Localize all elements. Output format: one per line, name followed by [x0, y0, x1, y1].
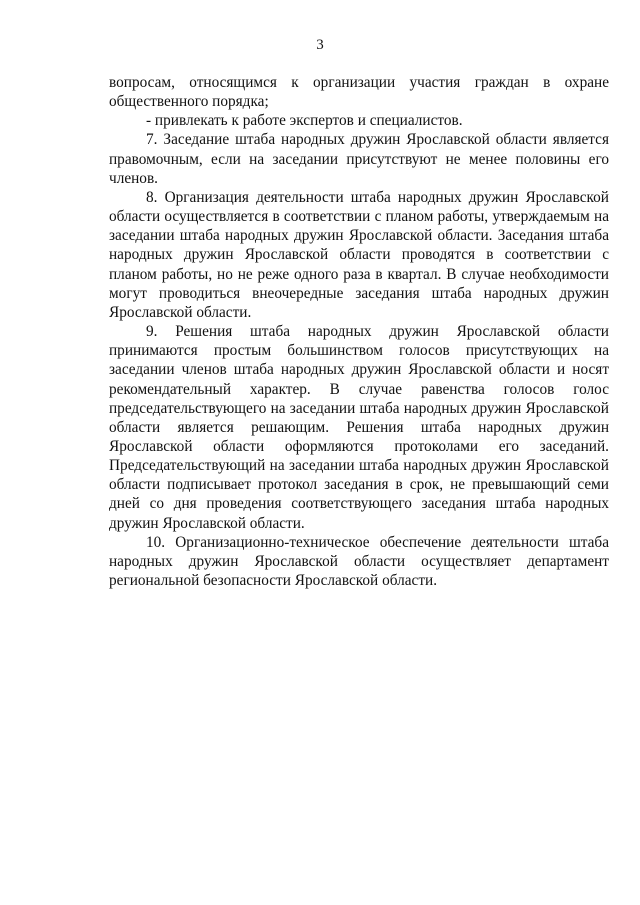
paragraph-item-9: 9. Решения штаба народных дружин Ярославской области принимаются простым большинством голосов присутствующих на заседании членов штаба народных дружин Ярославской области и носят рекомендательный характер. В случае равенства голосов голос председательствующего на заседании штаба народных дружин Ярославской области является решающим. Решения штаба народных дружин Ярославской области оформляются протоколами его заседаний. Председательствующий на заседании штаба народных дружин Ярославской области подписывает протокол заседания в срок, не превышающий семи дней со дня проведения соответствующего заседания штаба народных дружин Ярославской области.	[109, 323, 609, 532]
paragraph-bullet-experts: - привлекать к работе экспертов и специалистов.	[146, 112, 463, 130]
paragraph-continuation: вопросам, относящимся к организации участия граждан в охране общественного порядка;	[109, 74, 609, 111]
paragraph-item-8: 8. Организация деятельности штаба народных дружин Ярославской области осуществляется в соответствии с планом работы, утверждаемым на заседании штаба народных дружин Ярославской области. Заседания штаба народных дружин Ярославской области проводятся в соответствии с планом работы, но не реже одного раза в квартал. В случае необходимости могут проводиться внеочередные заседания штаба народных дружин Ярославской области.	[109, 188, 609, 321]
page-number: 3	[316, 37, 324, 53]
document-body	[109, 73, 609, 590]
paragraph-item-7: 7. Заседание штаба народных дружин Ярославской области является правомочным, если на заседании присутствуют не менее половины его членов.	[109, 131, 609, 187]
paragraph-item-10: 10. Организационно-техническое обеспечение деятельности штаба народных дружин Ярославской области осуществляет департамент региональной безопасности Ярославской области.	[109, 533, 609, 590]
